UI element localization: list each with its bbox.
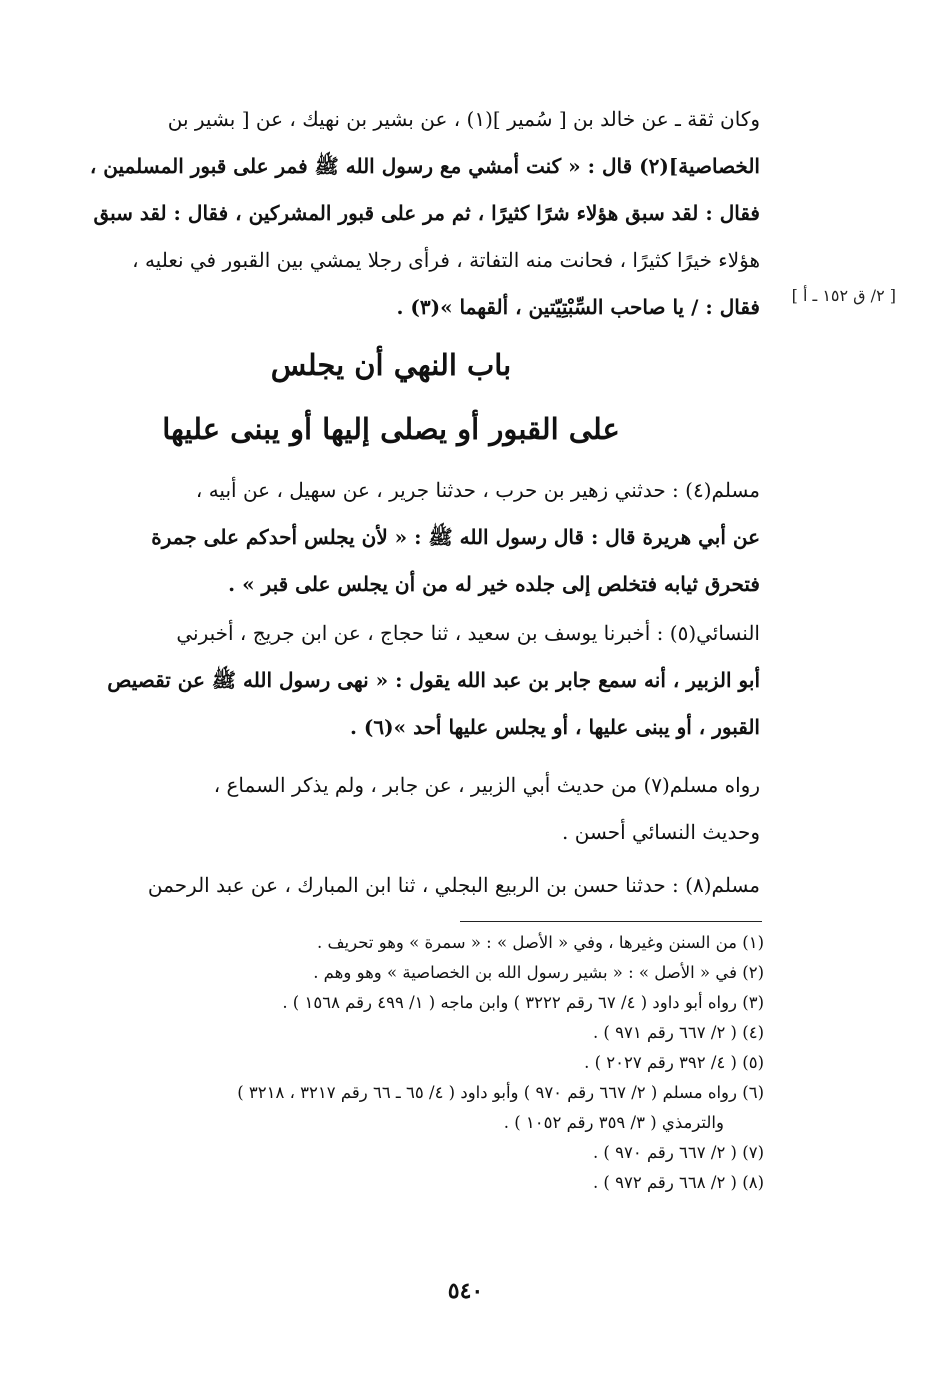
footnote-7: (٧) ( ٢/ ٦٦٧ رقم ٩٧٠ ) . [592, 1143, 764, 1162]
text-line: هؤلاء خيرًا كثيرًا ، فحانت منه التفاتة ، فرأى رجلا يمشي بين القبور في نعليه ، [132, 248, 760, 272]
text-line: القبور ، أو يبنى عليها ، أو يجلس عليها أحد »(٦) . [350, 715, 760, 739]
footnote-6: (٦) رواه مسلم ( ٢/ ٦٦٧ رقم ٩٧٠ ) وأبو داود ( ٤/ ٦٥ ـ ٦٦ رقم ٣٢١٧ ، ٣٢١٨ ) [237, 1083, 764, 1102]
footnote-5: (٥) ( ٤/ ٣٩٢ رقم ٢٠٢٧ ) . [584, 1053, 764, 1072]
text-line: فتحرق ثيابه فتخلص إلى جلده خير له من أن يجلس على قبر » . [228, 572, 760, 596]
paragraph-khalid-hadith [22, 96, 760, 331]
footnote-separator [460, 921, 762, 922]
chapter-heading-line2: على القبور أو يصلى إليها أو يبنى عليها [162, 412, 620, 446]
text-line: أبو الزبير ، أنه سمع جابر بن عبد الله يقول : « نهى رسول الله ﷺ عن تقصيص [107, 668, 760, 692]
paragraph-nasai-hadith [22, 610, 760, 751]
paragraph-muslim-narration [22, 762, 760, 856]
text-line: الخصاصية](٢) قال : « كنت أمشي مع رسول الله ﷺ فمر على قبور المسلمين ، [89, 154, 760, 178]
footnote-6-continued: والترمذي ( ٣/ ٣٥٩ رقم ١٠٥٢ ) . [503, 1113, 724, 1132]
text-line: مسلم(٨) : حدثنا حسن بن الربيع البجلي ، ثنا ابن المبارك ، عن عبد الرحمن [147, 873, 760, 897]
footnote-4: (٤) ( ٢/ ٦٦٧ رقم ٩٧١ ) . [592, 1023, 764, 1042]
text-line: النسائي(٥) : أخبرنا يوسف بن سعيد ، ثنا حجاج ، عن ابن جريج ، أخبرني [176, 621, 760, 645]
page-number: ٥٤٠ [447, 1278, 484, 1304]
text-line: فقال : / يا صاحب السِّبْتِيّتين ، ألقهما »(٣) . [396, 295, 760, 319]
text-line: فقال : لقد سبق هؤلاء شرًا كثيرًا ، ثم مر على قبور المشركين ، فقال : لقد سبق [93, 201, 760, 225]
paragraph-muslim-second [22, 862, 760, 909]
text-line: رواه مسلم(٧) من حديث أبي الزبير ، عن جابر ، ولم يذكر السماع ، [213, 773, 760, 797]
text-line: وحديث النسائي أحسن . [562, 820, 760, 844]
manuscript-folio-reference: [ ٢/ ق ١٥٢ ـ أ ] [791, 286, 896, 305]
footnote-3: (٣) رواه أبو داود ( ٤/ ٦٧ رقم ٣٢٢٢ ) وابن ماجه ( ١/ ٤٩٩ رقم ١٥٦٨ ) . [282, 993, 764, 1012]
paragraph-muslim-hadith [22, 467, 760, 608]
chapter-heading-line1: باب النهي أن يجلس [270, 348, 512, 382]
footnotes [22, 928, 764, 1198]
footnote-8: (٨) ( ٢/ ٦٦٨ رقم ٩٧٢ ) . [592, 1173, 764, 1192]
footnote-2: (٢) في « الأصل » : « بشير رسول الله بن الخصاصية » وهو وهم . [313, 963, 764, 982]
text-line: عن أبي هريرة قال : قال رسول الله ﷺ : « لأن يجلس أحدكم على جمرة [151, 525, 760, 549]
footnote-1: (١) من السنن وغيرها ، وفي « الأصل » : « سمرة » وهو تحريف . [316, 933, 764, 952]
text-line: مسلم(٤) : حدثني زهير بن حرب ، حدثنا جرير ، عن سهيل ، عن أبيه ، [195, 478, 760, 502]
text-line: وكان ثقة ـ عن خالد بن [ سُمير ](١) ، عن بشير بن نهيك ، عن [ بشير بن [167, 107, 760, 131]
